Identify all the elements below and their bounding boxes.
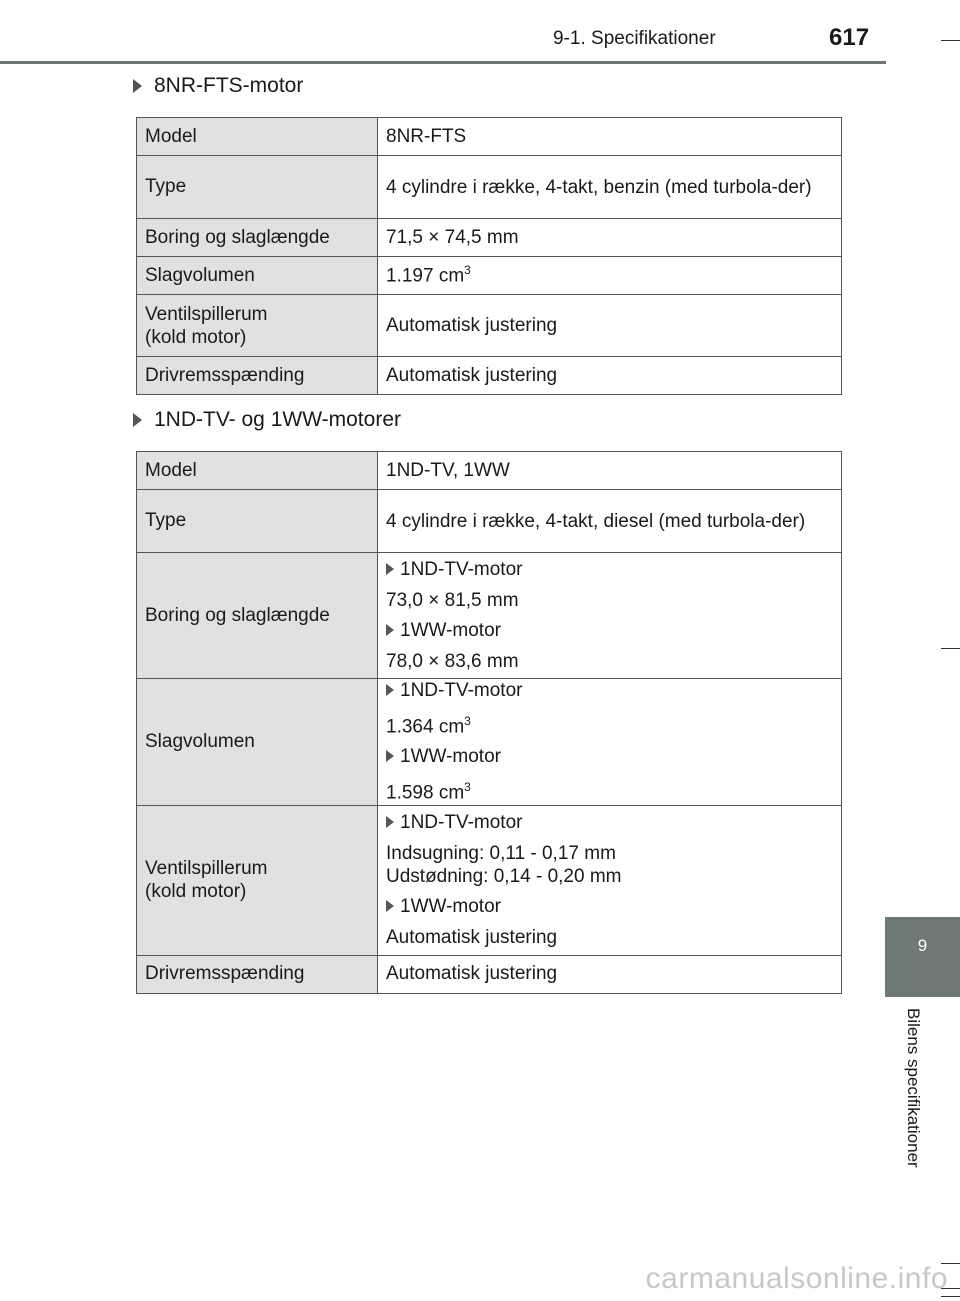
engine-name: 1ND-TV-motor (400, 812, 523, 834)
engine-name: 1ND-TV-motor (400, 559, 523, 580)
row-key: Slagvolumen (137, 679, 378, 806)
row-value: 71,5 × 74,5 mm (378, 219, 842, 257)
engine-subheading (386, 619, 833, 642)
engine-name: 1WW-motor (400, 620, 501, 641)
value-text: 1.598 cm (386, 782, 465, 804)
superscript: 3 (464, 263, 471, 278)
superscript: 3 (464, 780, 471, 795)
triangle-bullet-icon (386, 624, 394, 636)
row-value (378, 553, 842, 679)
section-heading-1nd-1ww (133, 408, 401, 432)
spec-value: Indsugning: 0,11 - 0,17 mm (386, 843, 616, 865)
row-key (137, 805, 378, 955)
row-key: Drivremsspænding (137, 357, 378, 395)
row-value: 4 cylindre i række, 4-takt, benzin (med turbola-der) (378, 156, 842, 219)
engine-subheading (386, 679, 833, 702)
section-heading-text: 1ND-TV- og 1WW-motorer (154, 408, 401, 431)
row-value: Automatisk justering (378, 295, 842, 357)
row-key: Model (137, 118, 378, 156)
table-row (137, 955, 842, 993)
table-row (137, 118, 842, 156)
table-row (137, 257, 842, 295)
spec-value: 73,0 × 81,5 mm (386, 590, 519, 611)
table-row (137, 490, 842, 553)
spec-value: 78,0 × 83,6 mm (386, 651, 519, 672)
engine-subheading (386, 895, 833, 918)
triangle-bullet-icon (133, 413, 142, 427)
spec-value (386, 776, 833, 804)
crop-mark (941, 648, 960, 649)
row-key (137, 295, 378, 357)
chapter-tab (885, 917, 960, 997)
spec-value (386, 710, 833, 738)
table-row (137, 553, 842, 679)
row-key: Type (137, 156, 378, 219)
engine-name: 1WW-motor (400, 746, 501, 768)
spec-value: Udstødning: 0,14 - 0,20 mm (386, 866, 622, 888)
header-divider (0, 61, 886, 64)
row-key: Slagvolumen (137, 257, 378, 295)
engine-subheading (386, 811, 833, 834)
row-key: Type (137, 490, 378, 553)
table-row (137, 156, 842, 219)
row-key: Boring og slaglængde (137, 219, 378, 257)
row-key: Model (137, 452, 378, 490)
triangle-bullet-icon (386, 684, 394, 696)
page-number: 617 (829, 24, 870, 51)
table-row (137, 452, 842, 490)
spec-table-8nr (136, 117, 842, 395)
table-row (137, 805, 842, 955)
triangle-bullet-icon (386, 900, 394, 912)
row-value (378, 257, 842, 295)
row-key: Drivremsspænding (137, 955, 378, 993)
table-row (137, 357, 842, 395)
table-row (137, 679, 842, 806)
key-line-2: (kold motor) (145, 326, 247, 348)
key-line-2: (kold motor) (145, 881, 247, 903)
row-value: Automatisk justering (378, 357, 842, 395)
engine-name: 1WW-motor (400, 896, 501, 918)
key-line-1: Ventilspillerum (145, 303, 268, 325)
watermark: carmanualsonline.info (645, 1262, 948, 1295)
superscript: 3 (464, 714, 471, 728)
row-value: 1ND-TV, 1WW (378, 452, 842, 490)
row-value: 4 cylindre i række, 4-takt, diesel (med turbola-der) (378, 490, 842, 553)
section-heading-8nr (133, 74, 303, 98)
engine-name: 1ND-TV-motor (400, 680, 523, 701)
triangle-bullet-icon (386, 816, 394, 828)
row-value (378, 679, 842, 806)
chapter-label: Bilens specifikationer (904, 1008, 923, 1168)
table-row (137, 295, 842, 357)
value-text: 1.364 cm (386, 716, 465, 738)
spec-table-1nd-1ww (136, 451, 842, 994)
engine-subheading (386, 745, 833, 768)
crop-mark (941, 1296, 960, 1297)
row-key: Boring og slaglængde (137, 553, 378, 679)
triangle-bullet-icon (133, 79, 142, 93)
triangle-bullet-icon (386, 563, 394, 575)
table-row (137, 219, 842, 257)
section-heading-text: 8NR-FTS-motor (154, 74, 304, 97)
engine-subheading (386, 558, 833, 581)
chapter-number: 9 (917, 936, 928, 955)
triangle-bullet-icon (386, 750, 394, 762)
row-value: 8NR-FTS (378, 118, 842, 156)
value-text: 1.197 cm (386, 265, 465, 287)
section-title: 9-1. Specifikationer (553, 28, 716, 49)
row-value (378, 805, 842, 955)
row-value: Automatisk justering (378, 955, 842, 993)
spec-value: Automatisk justering (386, 927, 558, 949)
key-line-1: Ventilspillerum (145, 858, 268, 880)
crop-mark (941, 40, 960, 41)
